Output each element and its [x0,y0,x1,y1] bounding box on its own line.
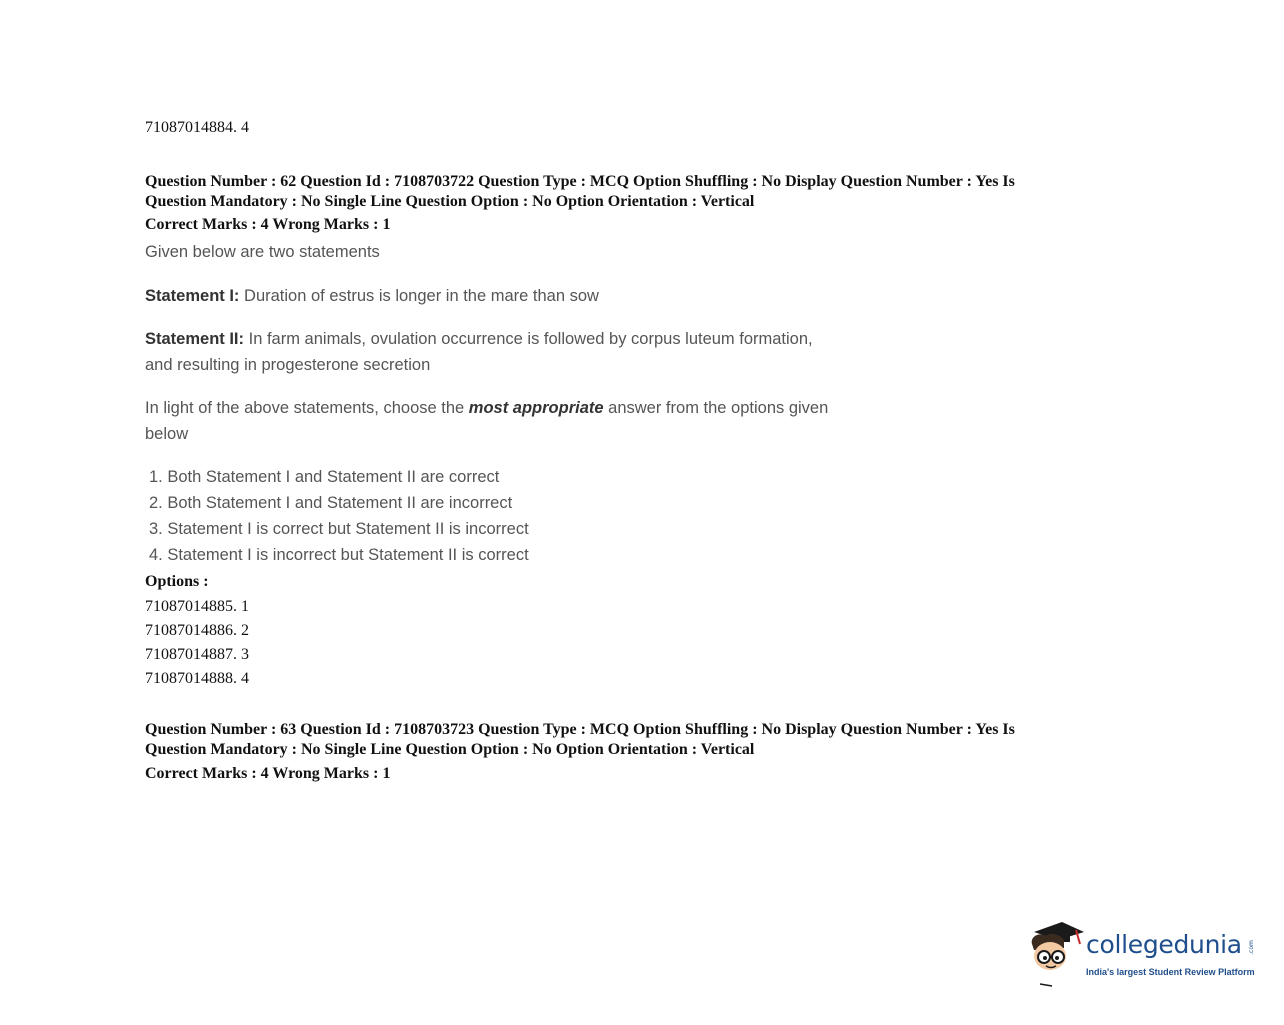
q62-options-label: Options : [145,573,209,590]
statement-2-text-line2: and resulting in progesterone secretion [145,356,431,374]
q62-option-ids [145,595,249,691]
statement-2-text-line1: In farm animals, ovulation occurrence is followed by corpus luteum formation, [244,330,813,348]
q62-statement-1 [145,283,599,309]
instruction-line2: below [145,425,189,443]
option-id: 71087014888. 4 [145,670,249,687]
q62-meta-line2: Question Mandatory : No Single Line Question Option : No Option Orientation : Vertical [145,193,755,210]
option-id: 71087014885. 1 [145,598,249,615]
logo-wordmark: collegedunia [1086,930,1242,959]
q62-meta [145,172,1105,212]
q62-meta-line1: Question Number : 62 Question Id : 7108703722 Question Type : MCQ Option Shuffling : No Display Question Number : Yes Is [145,173,1015,190]
prev-option-id: 71087014884. 4 [145,119,249,136]
q62-instruction [145,395,828,447]
choice-item: 3. Statement I is correct but Statement II is incorrect [149,520,529,538]
option-id: 71087014887. 3 [145,646,249,663]
q63-meta-line1: Question Number : 63 Question Id : 7108703723 Question Type : MCQ Option Shuffling : No Display Question Number : Yes Is [145,721,1015,738]
statement-1-text: Duration of estrus is longer in the mare than sow [239,287,599,305]
choice-item: 4. Statement I is incorrect but Statement II is correct [149,546,529,564]
collegedunia-logo [1026,918,1256,988]
choice-item: 2. Both Statement I and Statement II are incorrect [149,494,513,512]
instruction-pre: In light of the above statements, choose the [145,399,469,417]
logo-domain-suffix: .com [1247,940,1255,955]
logo-tagline: India's largest Student Review Platform [1086,967,1255,977]
q62-choices [149,464,529,568]
option-id: 71087014886. 2 [145,622,249,639]
q62-marks: Correct Marks : 4 Wrong Marks : 1 [145,216,391,233]
q62-intro: Given below are two statements [145,243,380,261]
q63-meta [145,720,1105,760]
q63-marks: Correct Marks : 4 Wrong Marks : 1 [145,765,391,782]
statement-2-label: Statement II: [145,330,245,348]
choice-item: 1. Both Statement I and Statement II are correct [149,468,500,486]
instruction-emphasis: most appropriate [468,399,604,417]
statement-1-label: Statement I: [145,287,240,305]
q63-meta-line2: Question Mandatory : No Single Line Question Option : No Option Orientation : Vertical [145,741,755,758]
instruction-post: answer from the options given [603,399,829,417]
student-mascot-icon [1026,918,1086,988]
q62-statement-2 [145,326,813,378]
